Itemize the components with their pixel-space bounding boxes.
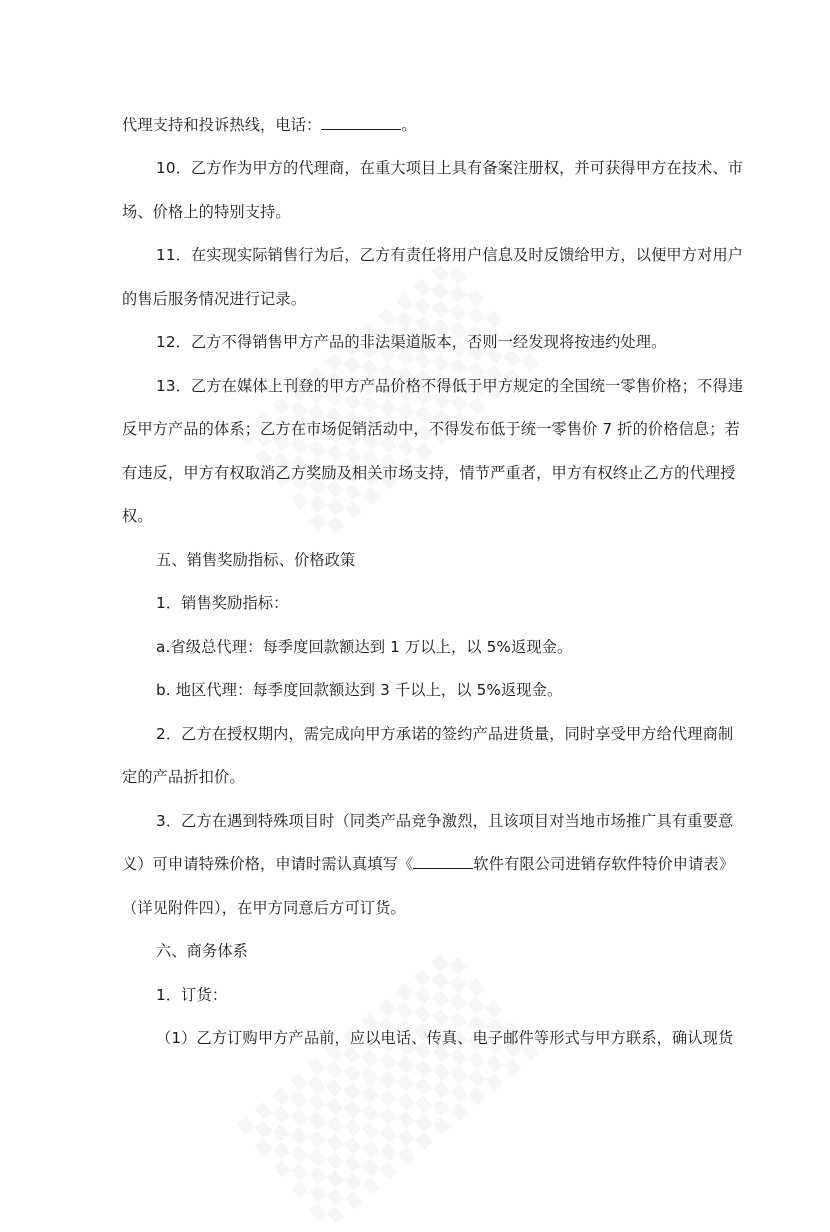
section-heading (156, 550, 355, 570)
line-text: 13．乙方在媒体上刊登的甲方产品价格不得低于甲方规定的全国统一零售价格；不得违 (156, 377, 744, 395)
paragraph-line (156, 332, 666, 352)
line-text: 权。 (122, 507, 153, 525)
line-text-tail: 。 (401, 116, 417, 134)
paragraph-line (156, 724, 733, 744)
paragraph-line (156, 811, 733, 831)
paragraph-line (122, 202, 291, 222)
line-text: 1．销售奖励指标： (156, 594, 289, 612)
line-text: 11．在实现实际销售行为后，乙方有责任将用户信息及时反馈给甲方，以便甲方对用户 (156, 246, 744, 264)
line-text: （详见附件四），在甲方同意后方可订货。 (122, 899, 406, 917)
line-text: 六、商务体系 (156, 942, 249, 960)
line-text: 五、销售奖励指标、价格政策 (156, 551, 356, 569)
line-text: 12．乙方不得销售甲方产品的非法渠道版本，否则一经发现将按违约处理。 (156, 333, 667, 351)
line-text: 1．订货： (156, 986, 228, 1004)
paragraph-line (156, 245, 743, 265)
line-text: 场、价格上的特别支持。 (122, 203, 291, 221)
line-text: 反甲方产品的体系；乙方在市场促销活动中，不得发布低于统一零售价 7 折的价格信息；若 (122, 420, 740, 438)
watermark (238, 947, 539, 1231)
paragraph-line (156, 593, 289, 613)
line-text: 代理支持和投诉热线，电话： (122, 116, 322, 134)
line-text-tail: 软件有限公司进销存软件特价申请表》 (473, 855, 735, 873)
paragraph-line (156, 158, 743, 178)
section-heading (156, 941, 248, 961)
paragraph-line (122, 898, 406, 918)
paragraph-line (122, 506, 153, 526)
line-text: 有违反，甲方有权取消乙方奖励及相关市场支持，情节严重者，甲方有权终止乙方的代理授 (122, 464, 736, 482)
line-text: 10．乙方作为甲方的代理商，在重大项目上具有备案注册权，并可获得甲方在技术、市 (156, 159, 744, 177)
paragraph-line (156, 985, 227, 1005)
paragraph-line (156, 1028, 733, 1048)
paragraph-line (122, 854, 734, 874)
paragraph-line (122, 463, 736, 483)
line-text: 的售后服务情况进行记录。 (122, 290, 307, 308)
line-text: a.省级总代理：每季度回款额达到 1 万以上，以 5%返现金。 (156, 638, 573, 656)
line-text: 定的产品折扣价。 (122, 768, 245, 786)
paragraph-line (156, 680, 562, 700)
paragraph-line (122, 289, 306, 309)
line-text: 义）可申请特殊价格，申请时需认真填写《 (122, 855, 414, 873)
line-text: b. 地区代理：每季度回款额达到 3 千以上，以 5%返现金。 (156, 681, 563, 699)
line-text: 2．乙方在授权期内，需完成向甲方承诺的签约产品进货量，同时享受甲方给代理商制 (156, 725, 734, 743)
paragraph-line (122, 115, 417, 135)
paragraph-line (122, 419, 740, 439)
fill-in-blank (321, 115, 401, 130)
paragraph-line (156, 376, 743, 396)
paragraph-line (156, 637, 572, 657)
line-text: （1）乙方订购甲方产品前，应以电话、传真、电子邮件等形式与甲方联系，确认现货 (156, 1029, 734, 1047)
fill-in-blank (413, 854, 473, 869)
line-text: 3．乙方在遇到特殊项目时（同类产品竞争激烈，且该项目对当地市场推广具有重要意 (156, 812, 734, 830)
paragraph-line (122, 767, 245, 787)
